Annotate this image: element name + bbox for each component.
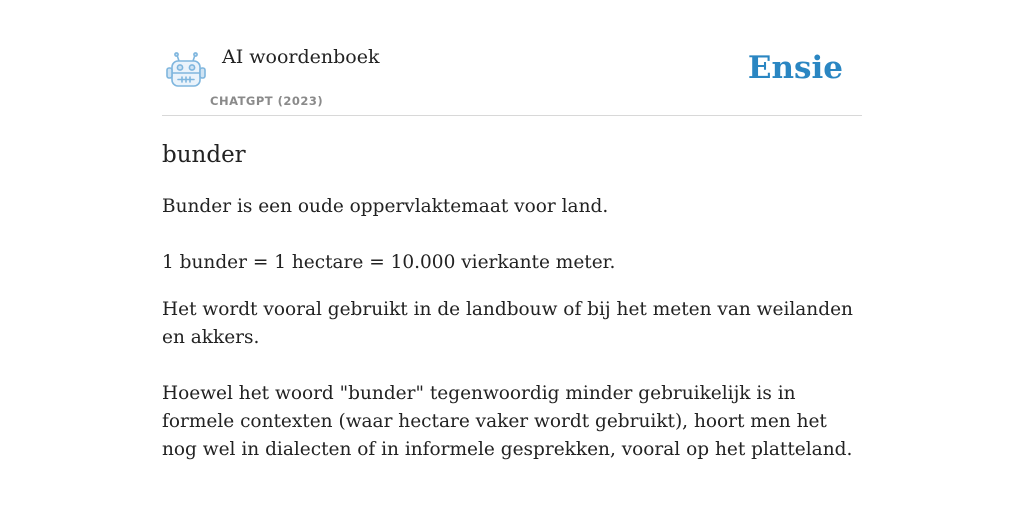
robot-icon — [165, 52, 207, 90]
definition-paragraph: 1 bunder = 1 hectare = 10.000 vierkante meter. — [162, 252, 616, 273]
source-label: CHATGPT (2023) — [210, 94, 324, 108]
dictionary-card — [162, 40, 862, 464]
definition-paragraph: Bunder is een oude oppervlaktemaat voor land. — [162, 196, 609, 217]
entry-term: bunder — [162, 142, 246, 168]
brand-logo[interactable]: Ensie — [747, 50, 843, 86]
dictionary-title: AI woordenboek — [222, 46, 380, 68]
card-header — [162, 40, 862, 116]
definition-paragraph: Het wordt vooral gebruikt in de landbouw of bij het meten van weilanden en akkers. — [162, 299, 853, 348]
definition-paragraph: Hoewel het woord "bunder" tegenwoordig minder gebruikelijk is in formele contexten (waar hectare vaker wordt gebruikt), hoort men het nog wel in dialecten of in informele gesprekken, vooral op het platteland. — [162, 383, 853, 460]
